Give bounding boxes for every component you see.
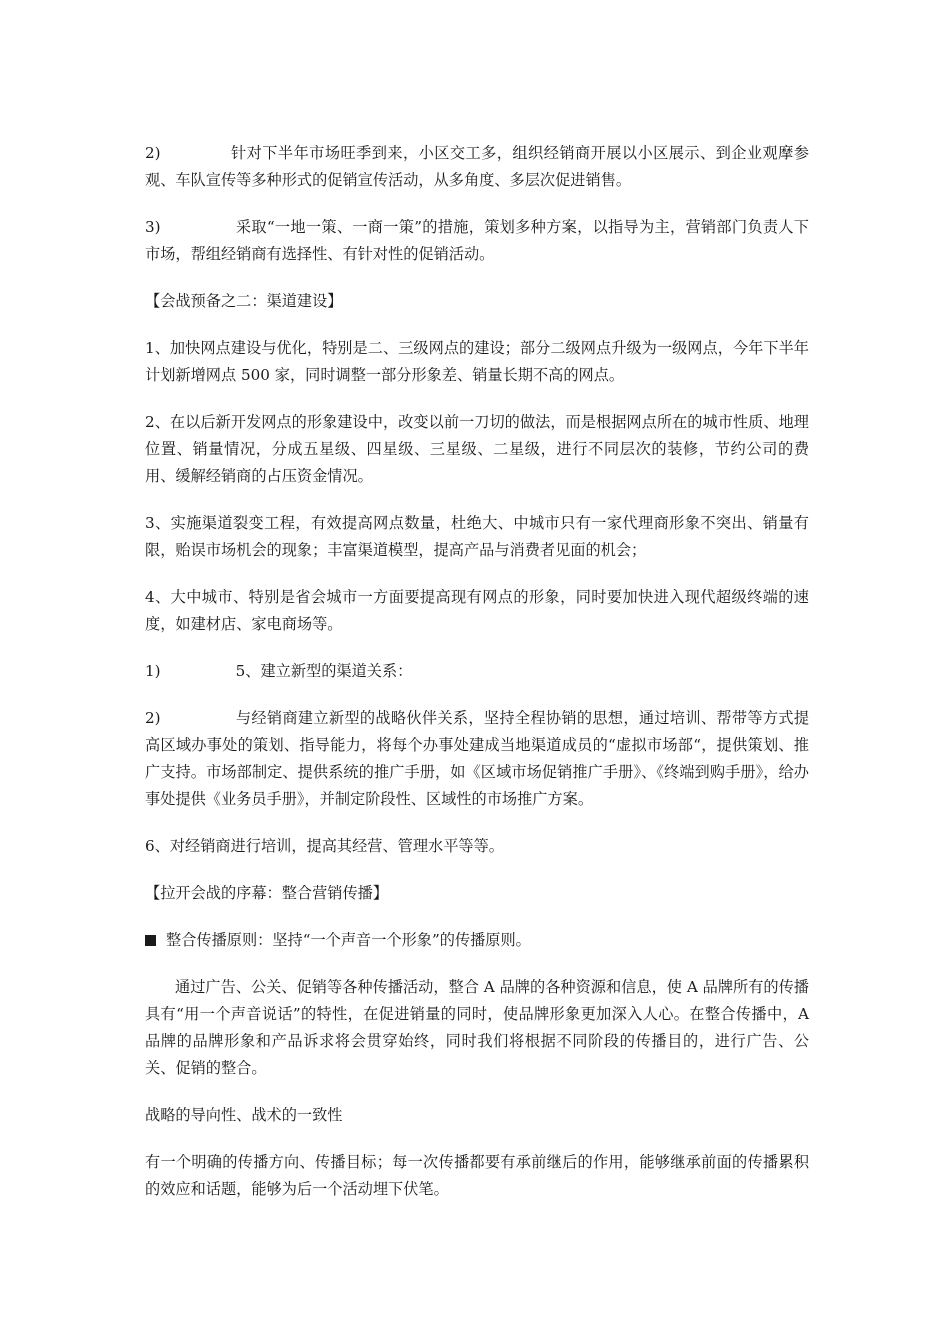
square-bullet-icon bbox=[145, 935, 156, 946]
paragraph-text: 整合传播原则：坚持“一个声音一个形象”的传播原则。 bbox=[166, 931, 531, 949]
paragraph-text: 采取“一地一策、一商一策”的措施，策划多种方案，以指导为主，营销部门负责人下市场，帮组经销商有选择性、有针对性的促销活动。 bbox=[145, 218, 809, 263]
paragraph-4: 1、加快网点建设与优化，特别是二、三级网点的建设；部分二级网点升级为一级网点，今年下半年计划新增网点 500 家，同时调整一部分形象差、销量长期不高的网点。 bbox=[145, 339, 809, 384]
paragraph-8 bbox=[145, 658, 809, 685]
section-heading-integrated: 【拉开会战的序幕：整合营销传播】 bbox=[145, 884, 388, 902]
paragraph-5: 2、在以后新开发网点的形象建设中，改变以前一刀切的做法，而是根据网点所在的城市性质、地理位置、销量情况，分成五星级、四星级、三星级、二星级，进行不同层次的装修，节约公司的费用、缓解经销商的占压资金情况。 bbox=[145, 413, 809, 485]
paragraph-7: 4、大中城市、特别是省会城市一方面要提高现有网点的形象，同时要加快进入现代超级终端的速度，如建材店、家电商场等。 bbox=[145, 588, 809, 633]
paragraph-1 bbox=[145, 140, 809, 194]
paragraph-9 bbox=[145, 705, 809, 813]
paragraph-15: 有一个明确的传播方向、传播目标；每一次传播都要有承前继后的作用，能够继承前面的传播累积的效应和话题，能够为后一个活动埋下伏笔。 bbox=[145, 1153, 809, 1198]
section-heading-channel: 【会战预备之二：渠道建设】 bbox=[145, 292, 343, 310]
paragraph-12 bbox=[145, 927, 809, 954]
paragraph-2 bbox=[145, 214, 809, 268]
list-number: 3) bbox=[145, 218, 161, 236]
document-page bbox=[145, 140, 809, 1223]
paragraph-14: 战略的导向性、战术的一致性 bbox=[145, 1106, 343, 1124]
paragraph-text: 5、建立新型的渠道关系： bbox=[235, 662, 413, 680]
paragraph-text: 针对下半年市场旺季到来，小区交工多，组织经销商开展以小区展示、到企业观摩参观、车队宣传等多种形式的促销宣传活动，从多角度、多层次促进销售。 bbox=[145, 144, 809, 189]
paragraph-6: 3、实施渠道裂变工程，有效提高网点数量，杜绝大、中城市只有一家代理商形象不突出、销量有限，贻误市场机会的现象；丰富渠道模型，提高产品与消费者见面的机会； bbox=[145, 514, 809, 559]
list-number: 2) bbox=[145, 709, 161, 727]
paragraph-text: 与经销商建立新型的战略伙伴关系，坚持全程协销的思想，通过培训、帮带等方式提高区域办事处的策划、指导能力，将每个办事处建成当地渠道成员的“虚拟市场部“，提供策划、推广支持。市场部制定、提供系统的推广手册，如《区域市场促销推广手册》、《终端到购手册》，给办事处提供《业务员手册》，并制定阶段性、区域性的市场推广方案。 bbox=[145, 709, 809, 808]
paragraph-13: 通过广告、公关、促销等各种传播活动，整合 A 品牌的各种资源和信息，使 A 品牌所有的传播具有“用一个声音说话”的特性，在促进销量的同时，使品牌形象更加深入人心。在整合传播中，A 品牌的品牌形象和产品诉求将会贯穿始终，同时我们将根据不同阶段的传播目的，进行广告、公关、促销的整合。 bbox=[145, 978, 809, 1077]
list-number: 1) bbox=[145, 662, 161, 680]
list-number: 2) bbox=[145, 144, 161, 162]
paragraph-10: 6、对经销商进行培训，提高其经营、管理水平等等。 bbox=[145, 837, 504, 855]
